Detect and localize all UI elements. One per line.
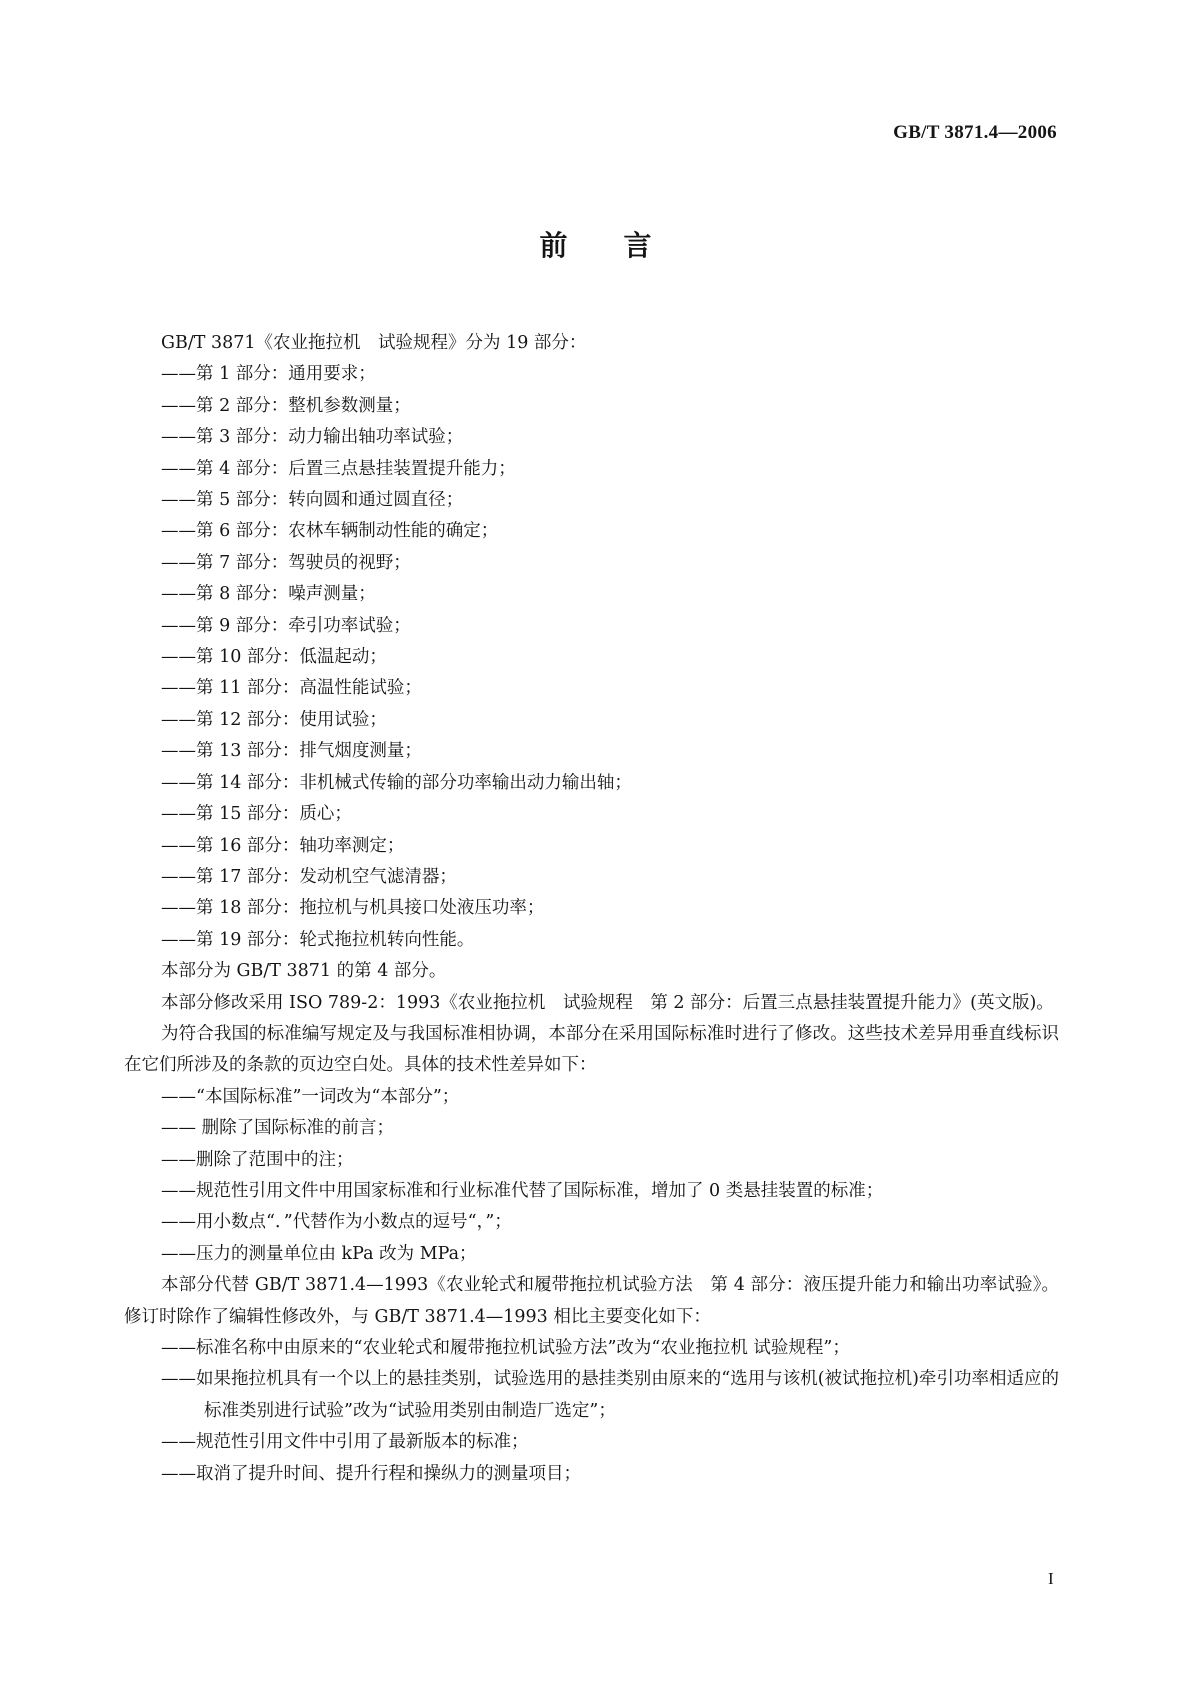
page-title: 前言: [539, 229, 708, 262]
list-item: ——取消了提升时间、提升行程和操纵力的测量项目；: [161, 1463, 581, 1484]
document-code: GB/T 3871.4—2006: [893, 122, 1057, 143]
list-item: ——第 3 部分：动力输出轴功率试验；: [161, 427, 464, 448]
list-item: ——第 4 部分：后置三点悬挂装置提升能力；: [161, 458, 516, 479]
list-item: ——“本国际标准”一词改为“本部分”；: [161, 1086, 460, 1107]
list-item: ——第 15 部分：质心；: [161, 804, 352, 825]
list-item: ——第 12 部分：使用试验；: [161, 709, 387, 730]
list-item: ——如果拖拉机具有一个以上的悬挂类别，试验选用的悬挂类别由原来的“选用与该机(被试拖拉机)牵引功率相适应的标准类别进行试验”改为“试验用类别由制造厂选定”；: [161, 1369, 1059, 1421]
list-item: ——用小数点“．”代替作为小数点的逗号“，”；: [161, 1212, 512, 1233]
list-item: ——第 11 部分：高温性能试验；: [161, 678, 422, 699]
list-item: ——第 5 部分：转向圆和通过圆直径；: [161, 490, 464, 511]
list-item: ——标准名称中由原来的“农业轮式和履带拖拉机试验方法”改为“农业拖拉机 试验规程”；: [161, 1338, 850, 1358]
intro-paragraph: GB/T 3871《农业拖拉机 试验规程》分为 19 部分：: [161, 333, 587, 353]
page-number: I: [1048, 1569, 1054, 1588]
document-body: [124, 328, 1059, 1490]
list-item: ——第 19 部分：轮式拖拉机转向性能。: [161, 929, 475, 950]
list-item: ——第 1 部分：通用要求；: [161, 364, 376, 385]
list-item: ——第 2 部分：整机参数测量；: [161, 395, 411, 416]
parts-list: [124, 359, 1059, 956]
list-item: ——第 16 部分：轴功率测定；: [161, 835, 405, 856]
list-item: ——删除了范围中的注；: [161, 1149, 354, 1170]
list-item: ——规范性引用文件中引用了最新版本的标准；: [161, 1432, 529, 1453]
list-item: ——第 17 部分：发动机空气滤清器；: [161, 866, 457, 887]
replacement-statement: 本部分代替 GB/T 3871.4—1993《农业轮式和履带拖拉机试验方法 第 4 部分：液压提升能力和输出功率试验》。修订时除作了编辑性修改外，与 GB/T 3871.4—1993 相比主要变化如下：: [124, 1275, 1059, 1327]
list-item: ——第 18 部分：拖拉机与机具接口处液压功率；: [161, 898, 545, 919]
list-item: ——规范性引用文件中用国家标准和行业标准代替了国际标准，增加了 0 类悬挂装置的标准；: [161, 1180, 884, 1201]
list-item: ——压力的测量单位由 kPa 改为 MPa；: [161, 1243, 477, 1264]
modification-statement: 为符合我国的标准编写规定及与我国标准相协调，本部分在采用国际标准时进行了修改。这些技术差异用垂直线标识在它们所涉及的条款的页边空白处。具体的技术性差异如下：: [124, 1023, 1059, 1076]
changes-list: [124, 1333, 1059, 1490]
list-item: —— 删除了国际标准的前言；: [161, 1118, 395, 1139]
list-item: ——第 7 部分：驾驶员的视野；: [161, 552, 411, 573]
list-item: ——第 13 部分：排气烟度测量；: [161, 741, 422, 762]
part-statement: 本部分为 GB/T 3871 的第 4 部分。: [161, 961, 447, 982]
differences-list: [124, 1082, 1059, 1270]
adoption-statement: 本部分修改采用 ISO 789-2：1993《农业拖拉机 试验规程 第 2 部分：后置三点悬挂装置提升能力》(英文版)。: [161, 992, 1054, 1013]
list-item: ——第 6 部分：农林车辆制动性能的确定；: [161, 521, 499, 542]
list-item: ——第 10 部分：低温起动；: [161, 647, 387, 668]
list-item: ——第 8 部分：噪声测量；: [161, 584, 376, 605]
list-item: ——第 9 部分：牵引功率试验；: [161, 615, 411, 636]
list-item: ——第 14 部分：非机械式传输的部分功率输出动力输出轴；: [161, 772, 632, 793]
